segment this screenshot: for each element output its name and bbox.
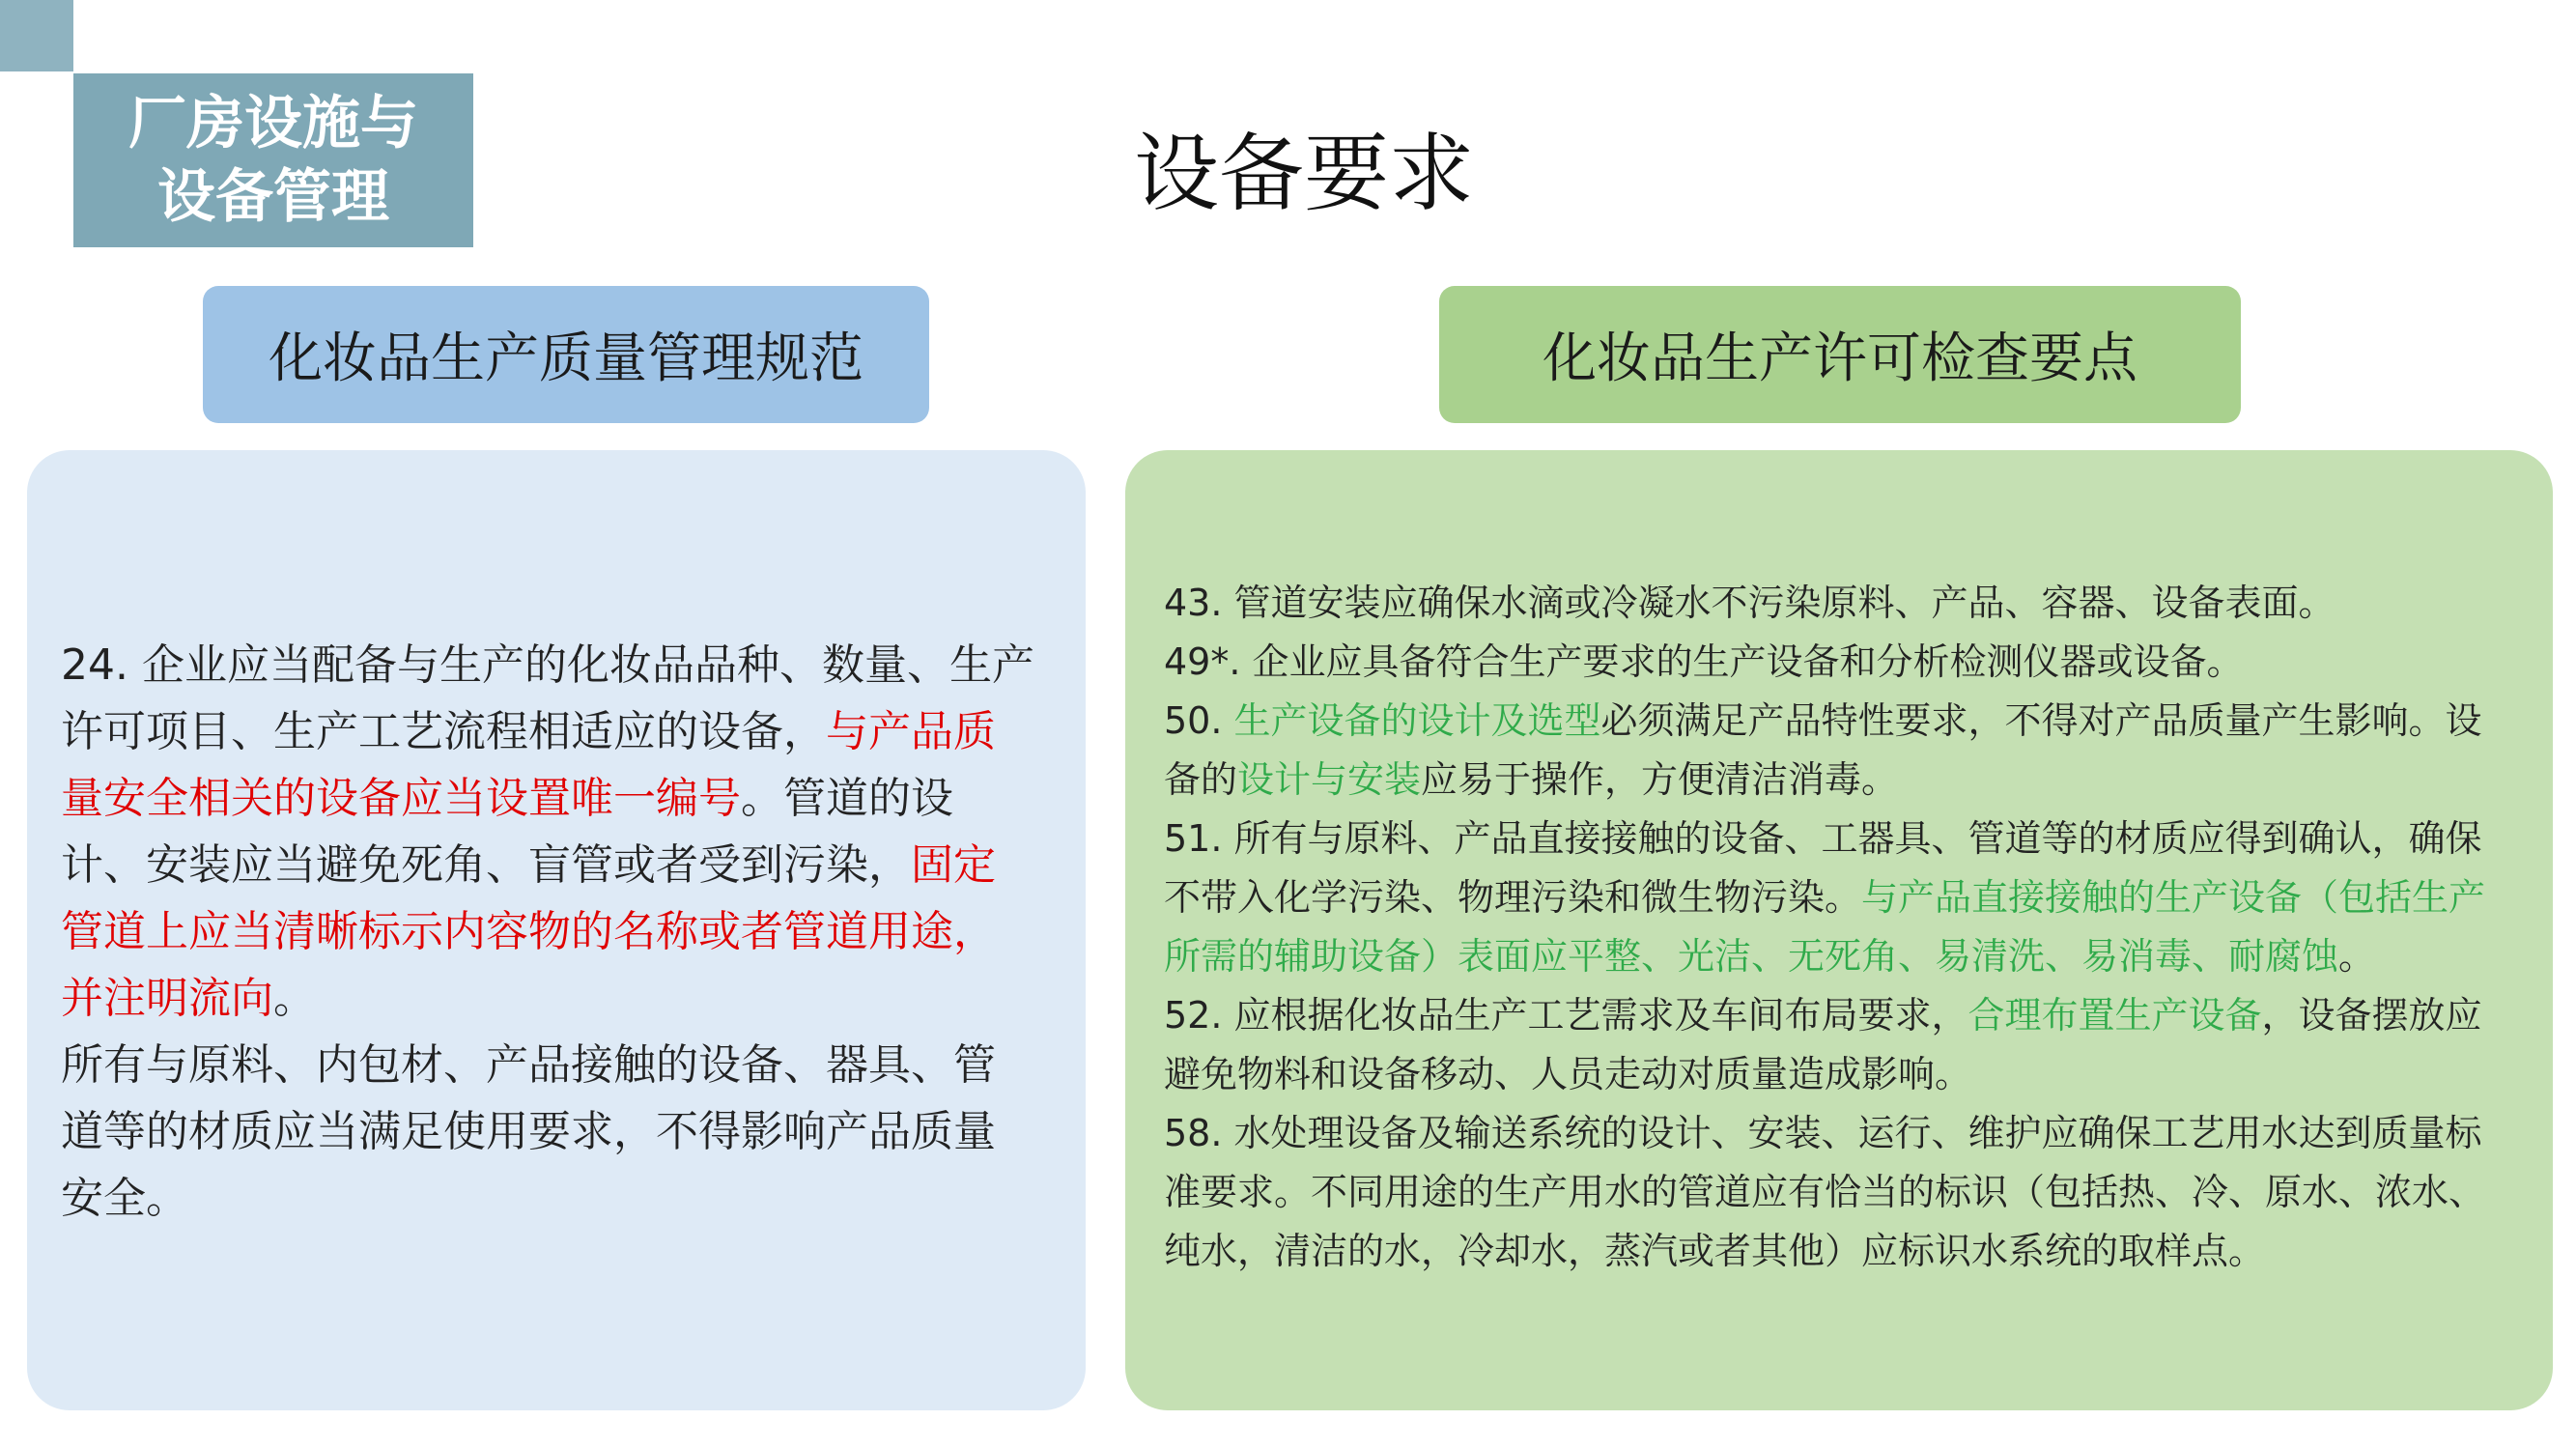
item-43: 43. 管道安装应确保水滴或冷凝水不污染原料、产品、容器、设备表面。 — [1164, 582, 2335, 624]
section-tag-line2: 设备管理 — [157, 163, 389, 231]
text-segment: 51. 所有与原料、产品直接接触的设备、工器具、管道等的材质应得到确认，确保不带入化学污染、物理污染和微生物污染。 — [1164, 817, 2482, 919]
highlight-green: 合理布置生产设备 — [1967, 994, 2262, 1037]
highlight-green: 与产品直接接触的生产设备（包括生产所需的辅助设备）表面应平整、光洁、无死角、易清洗、易消毒、耐腐蚀 — [1164, 876, 2486, 978]
text-segment: 。管道的设计、安装应当避免死角、盲管或者受到污染， — [61, 774, 953, 890]
text-segment: 24. 企业应当配备与生产的化妆品品种、数量、生产许可项目、生产工艺流程相适应的设备， — [61, 640, 1034, 756]
left-paragraph-24 — [61, 632, 1037, 1032]
highlight-red: 与产品质量安全相关的设备应当设置唯一编号 — [61, 707, 996, 823]
text-segment: 50. — [1164, 699, 1234, 742]
item-58: 58. 水处理设备及输送系统的设计、安装、运行、维护应确保工艺用水达到质量标准要求。不同用途的生产用水的管道应有恰当的标识（包括热、冷、原水、浓水、纯水，清洁的水，冷却水，蒸汽或者其他）应标识水系统的取样点。 — [1164, 1112, 2486, 1272]
text-segment: 。 — [273, 974, 316, 1023]
text-segment: 52. 应根据化妆品生产工艺需求及车间布局要求， — [1164, 994, 1968, 1037]
text-segment: 应易于操作，方便清洁消毒。 — [1421, 758, 1899, 801]
page-title: 设备要求 — [1133, 124, 1474, 223]
section-tag — [73, 73, 473, 247]
highlight-green: 设计与安装 — [1237, 758, 1422, 801]
highlight-red: 固定管道上应当清晰标示内容物的名称或者管道用途，并注明流向 — [61, 840, 996, 1023]
item-49: 49*. 企业应具备符合生产要求的生产设备和分析检测仪器或设备。 — [1164, 640, 2244, 683]
text-segment: ，设备摆放应避免物料和设备移动、人员走动对质量造成影响。 — [1164, 994, 2482, 1095]
text-segment: 必须满足产品特性要求，不得对产品质量产生影响。设备的 — [1164, 699, 2482, 801]
corner-decoration — [0, 0, 73, 71]
item-52 — [1164, 986, 2514, 1104]
highlight-green: 生产设备的设计及选型 — [1233, 699, 1601, 742]
item-51 — [1164, 810, 2514, 986]
section-tag-line1: 厂房设施与 — [128, 90, 418, 157]
text-segment: 。 — [2338, 935, 2376, 978]
right-panel — [1125, 450, 2553, 1410]
item-50 — [1164, 692, 2514, 810]
right-header: 化妆品生产许可检查要点 — [1439, 286, 2241, 423]
left-panel — [27, 450, 1086, 1410]
left-paragraph-materials: 所有与原料、内包材、产品接触的设备、器具、管道等的材质应当满足使用要求，不得影响产品质量安全。 — [61, 1040, 996, 1223]
left-header: 化妆品生产质量管理规范 — [203, 286, 929, 423]
